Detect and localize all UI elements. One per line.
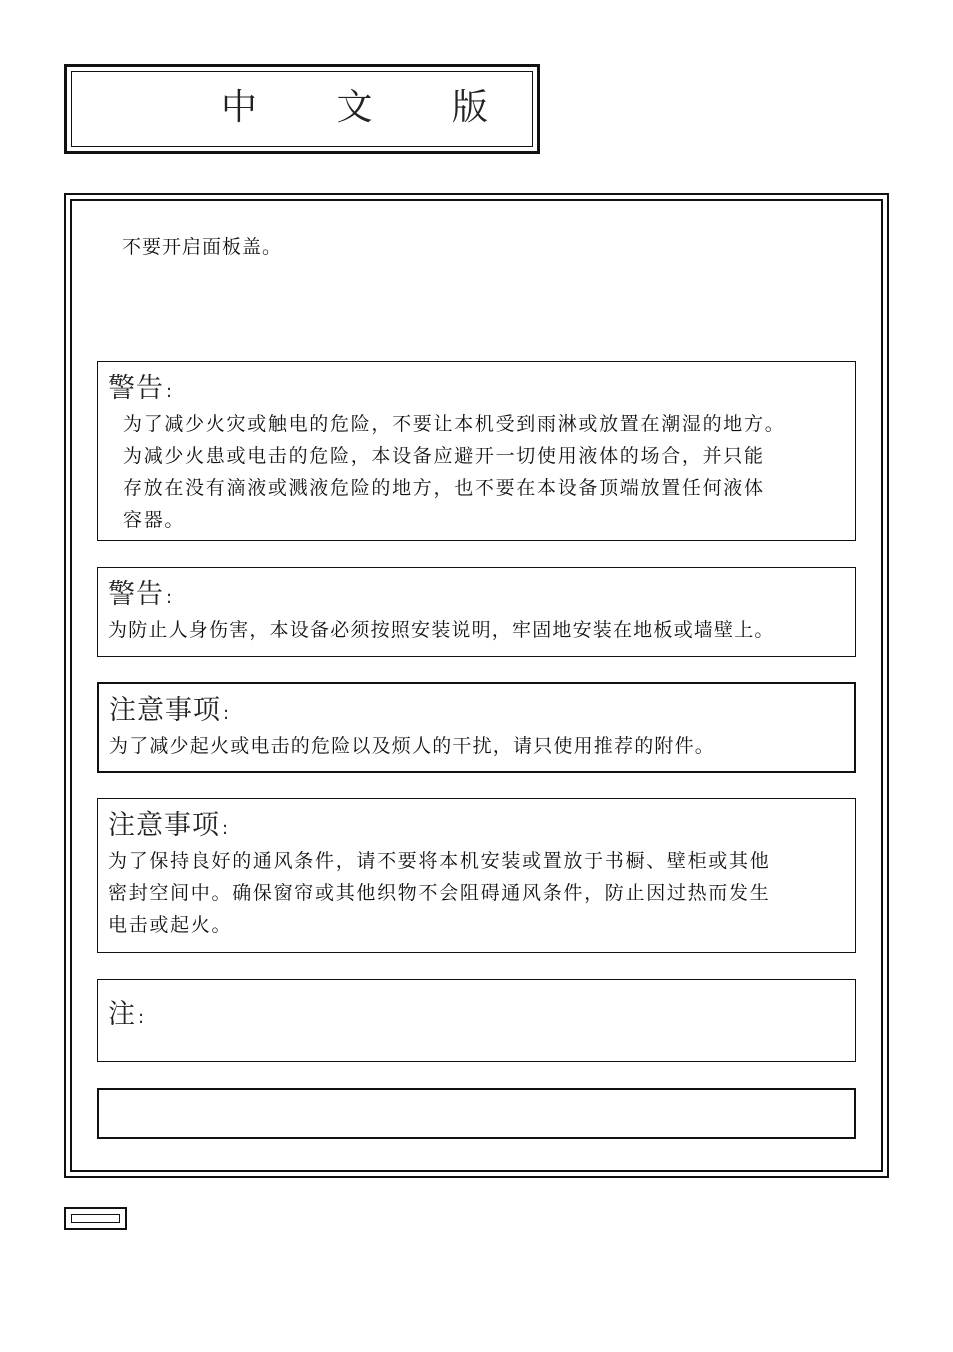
heading-text: 注意事项 [108, 810, 220, 841]
warning-body [123, 408, 845, 536]
caution-heading [109, 688, 230, 727]
page-title: 中 文 版 [221, 87, 522, 128]
heading-colon: : [138, 1007, 146, 1028]
body-line: 为减少火患或电击的危险，本设备应避开一切使用液体的场合，并只能 [123, 445, 765, 467]
heading-text: 注 [108, 999, 136, 1030]
heading-text: 警告 [108, 373, 164, 404]
body-line: 为了减少起火或电击的危险以及烦人的干扰，请只使用推荐的附件。 [109, 735, 716, 757]
intro-text: 不要开启面板盖。 [122, 236, 283, 258]
heading-text: 警告 [108, 579, 164, 610]
empty-box [97, 1088, 856, 1139]
body-line: 电击或起火。 [108, 914, 233, 936]
body-line: 为防止人身伤害，本设备必须按照安装说明，牢固地安装在地板或墙壁上。 [108, 619, 775, 641]
heading-text: 注意事项 [109, 695, 221, 726]
body-line: 容器。 [123, 509, 186, 531]
caution-box-accessories [97, 682, 856, 773]
warning-heading [108, 572, 173, 611]
heading-colon: : [222, 818, 230, 839]
body-line: 密封空间中。确保窗帘或其他织物不会阻碍通风条件，防止因过热而发生 [108, 882, 771, 904]
body-line: 为了保持良好的通风条件，请不要将本机安装或置放于书橱、壁柜或其他 [108, 850, 771, 872]
note-box [97, 979, 856, 1062]
caution-body [108, 845, 845, 941]
caution-box-ventilation [97, 798, 856, 953]
note-heading [108, 992, 145, 1031]
caution-body [109, 730, 844, 762]
page-marker [64, 1207, 127, 1230]
warning-body [108, 614, 851, 646]
body-line: 为了减少火灾或触电的危险，不要让本机受到雨淋或放置在潮湿的地方。 [123, 413, 786, 435]
body-line: 存放在没有滴液或溅液危险的地方，也不要在本设备顶端放置任何液体 [123, 477, 765, 499]
title-box [64, 64, 540, 154]
warning-box-moisture [97, 361, 856, 541]
heading-colon: : [223, 703, 231, 724]
heading-colon: : [166, 381, 174, 402]
warning-heading [108, 366, 173, 405]
warning-box-installation [97, 567, 856, 657]
caution-heading [108, 803, 229, 842]
heading-colon: : [166, 587, 174, 608]
